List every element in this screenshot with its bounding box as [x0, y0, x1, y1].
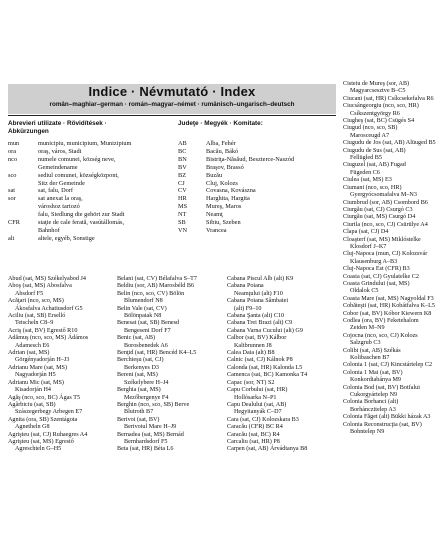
index-entry: Camenca (sat, BC) Kamonka T4 — [227, 372, 308, 379]
index-entry: Colonia Borhanci (alt) — [343, 399, 399, 406]
index-entry: Coasta Mare (sat, MS) Nagyoldal F3 — [343, 295, 434, 302]
index-entry: Abud (sat, MS) Székelyabod J4 — [8, 276, 86, 282]
index-entry-continuation: Neamţului (alt) F10 — [234, 290, 283, 297]
index-entry-continuation: Klosdorf J–K7 — [350, 243, 387, 250]
index-entry-continuation: Absdorf F5 — [15, 290, 44, 297]
index-entry-continuation: Kaltbrunnen J8 — [234, 342, 272, 349]
index-entry: Caracău (sat, BC) R4 — [227, 431, 280, 438]
index-entry: Benţid (sat, HR) Bencéd K4–L5 — [117, 350, 197, 357]
index-entry-continuation: Berivoiul Mare H–J9 — [124, 424, 177, 431]
index-entry: Adrian (sat, MS) — [8, 350, 50, 357]
abbreviation-row-code — [8, 164, 38, 172]
index-entry-continuation: Kolibaschen B7 — [350, 355, 390, 362]
index-entry: Agârbiciu (sat, SB) — [8, 401, 56, 408]
index-entry: Aciliu (sat, SB) Erselló — [8, 313, 66, 320]
index-entry: Cisteiu de Mureş (sor, AB) — [343, 81, 410, 87]
abbreviation-row-code: ora — [8, 147, 17, 155]
abbreviation-row — [8, 211, 170, 219]
index-entry: Cluj-Napoca Est (CFR) B3 — [343, 266, 410, 273]
index-entry: Colonia Bod (sat, BV) Botfalui — [343, 384, 420, 391]
abbreviation-row-code: CFR — [8, 219, 20, 227]
index-entry: Cabana Piscul Alb (alt) K9 — [227, 276, 294, 282]
index-entry: Belin Vale (sat, CV) — [117, 305, 167, 312]
index-entry-continuation: Borosbenedek A6 — [124, 342, 168, 349]
county-row-meaning: Vrancea — [206, 226, 227, 234]
county-row-meaning: Sibiu, Szeben — [206, 219, 241, 227]
index-entry: Ciulea (sat, MS) E3 — [343, 177, 392, 184]
index-entry: Ciurila (nco, sco, CJ) Csürülye A4 — [343, 221, 428, 228]
county-row-code: BV — [178, 163, 187, 171]
index-entry: Calbor (sat, BV) Kálbor — [227, 335, 287, 342]
county-row-code: CV — [178, 187, 187, 195]
index-entry: Colonia Făget (alt) Bükki házak A3 — [343, 414, 431, 421]
index-entry: Cabana Poiana — [227, 283, 264, 290]
index-entry: Ciugudu de Sus (sat, AB) — [343, 147, 406, 154]
county-row — [176, 219, 336, 227]
abbreviation-row-meaning: falu, Siedlung die gehört zur Stadt — [38, 211, 125, 219]
county-row — [176, 172, 336, 180]
abbreviation-row — [8, 219, 170, 227]
county-row-meaning: Bistriţa-Năsăud, Beszterce-Naszód — [206, 155, 295, 163]
index-entry-continuation: Fügeden C6 — [350, 169, 380, 176]
county-row-code: AB — [178, 140, 187, 147]
abbreviation-row-meaning: Sitz der Gemeinde — [38, 179, 85, 187]
index-entry: Ciuguzel (sat, AB) Fugad — [343, 162, 406, 169]
county-row-meaning: Braşov, Brassó — [206, 163, 244, 171]
index-entry-continuation: Gyergyócsomafalva M–N3 — [350, 192, 417, 199]
abbreviation-row-meaning: sat anexat la oraş, — [38, 195, 83, 203]
index-entry-continuation: Adamesch E6 — [15, 342, 50, 349]
abbreviation-row-meaning: sediul comunei, községközpont, — [38, 171, 119, 179]
index-column-1 — [8, 276, 114, 454]
index-entry-continuation: Ákosfalva Achatiusdorf G5 — [15, 305, 83, 312]
index-entry-continuation: Blumendorf N8 — [124, 298, 163, 305]
county-row-meaning: Buzău — [206, 171, 223, 179]
index-entry-continuation: Cukorgyártelep N9 — [350, 392, 398, 399]
index-entry: Acriş (sat, BV) Egrestő R10 — [8, 327, 78, 334]
county-row-code: CJ — [178, 179, 185, 187]
index-entry: Capu Dealului (sat, AB) — [227, 401, 287, 408]
index-entry-continuation: Marosceugd A7 — [350, 132, 390, 139]
index-entry: Coasta Grindului (sat, MS) — [343, 280, 410, 287]
index-entry: Capac (sor, NT) S2 — [227, 379, 275, 386]
index-entry: Colibi (sat, AB) Székás — [343, 347, 401, 354]
abbreviation-row-code: sat — [8, 187, 15, 195]
county-row — [176, 164, 336, 172]
index-entry-continuation: Zeiden M–N9 — [350, 325, 385, 332]
index-entry: Adămuş (nco, sco, MS) Ádámos — [8, 335, 89, 342]
index-entry: Carcaliu (sat, HR) P8 — [227, 438, 280, 445]
index-entry-continuation: Agnetheln G8 — [15, 424, 50, 431]
index-entry: Codlea (ora, BV) Feketehalom — [343, 318, 419, 324]
index-entry-continuation: Nagyadorján H5 — [15, 372, 56, 379]
abbreviations-list — [8, 140, 170, 243]
abbreviation-row — [8, 180, 170, 188]
abbreviation-row — [8, 235, 170, 243]
county-row-meaning: Bacău, Bákó — [206, 147, 239, 155]
county-row-meaning: Cluj, Kolozs — [206, 179, 238, 187]
index-entry-continuation: Salzgrub C3 — [350, 340, 381, 347]
index-entry: Belani (sat, CV) Bélafalva S–T7 — [117, 276, 197, 282]
index-entry: Adrianu Mare (sat, MS) — [8, 364, 68, 371]
abbreviation-row-code: sco — [8, 171, 17, 179]
abbreviation-row — [8, 156, 170, 164]
abbreviation-row-code — [8, 211, 38, 219]
abbreviation-row — [8, 148, 170, 156]
abbreviation-row-code — [8, 180, 38, 188]
index-entry-continuation: (alt) F9–10 — [234, 305, 262, 312]
index-entry: Beta (sat, HR) Béta L6 — [117, 446, 174, 453]
index-entry: Ciucani (sat, HR) Csíkcsekefalva R6 — [343, 95, 434, 102]
county-row — [176, 195, 336, 203]
index-entry: Ciucsângeorgiu (nco, sco, HR) — [343, 103, 419, 110]
abbreviation-row — [8, 195, 170, 203]
index-entry-continuation: Hegyitanyák C–D7 — [234, 409, 282, 416]
index-entry: Ciugheş (sat, BC) Csügés S4 — [343, 118, 415, 125]
abbreviation-row-meaning: Gemeindename — [38, 163, 78, 171]
index-entry-continuation: Magyarcsesztve B–C5 — [350, 88, 406, 95]
index-entry: Benic (sat, AB) — [117, 335, 156, 342]
abbreviation-row-meaning: altele, egyéb, Sonstige — [38, 234, 95, 242]
abbreviation-row — [8, 140, 170, 148]
index-entry: Ciugud (nco, sco, SB) — [343, 125, 398, 132]
county-row-meaning: Covasna, Kovászna — [206, 187, 256, 195]
county-row-code: VN — [178, 226, 188, 234]
index-entry: Belin (nco, sco, CV) Bölön — [117, 290, 185, 297]
county-row-meaning: Neamţ — [206, 211, 223, 219]
index-entry: Capu Corbului (sat, HR) — [227, 387, 288, 394]
county-row-code: MS — [178, 203, 188, 211]
index-column-4 — [343, 81, 439, 437]
county-row — [176, 156, 336, 164]
index-entry: Ciurgău (sat, CJ) Csurgó C3 — [343, 206, 413, 213]
county-row-code: NT — [178, 211, 187, 219]
index-entry: Berchieşu (sat, CJ) — [117, 357, 164, 364]
index-entry: Bernadea (sat, MS) Bernád — [117, 431, 184, 438]
county-row-meaning: Harghita, Hargita — [206, 195, 250, 203]
index-entry: Cloaşterf (sat, MS) Miklóstelke — [343, 236, 421, 243]
county-row — [176, 148, 336, 156]
county-row-meaning: Mureş, Maros — [206, 203, 242, 211]
abbreviations-title-line2: Abkürzungen — [8, 128, 49, 135]
abbreviation-row-meaning: staţie de cale ferată, vasútállomás, — [38, 219, 125, 227]
index-entry-continuation: Oldalok C5 — [350, 288, 379, 295]
index-entry: Agrişteu (sat, MS) Egrestő — [8, 438, 74, 445]
index-entry: Ciumbrud (sor, AB) Csombord B6 — [343, 199, 428, 206]
index-entry-continuation: Kisadorján H4 — [15, 387, 51, 394]
index-entry: Agnita (ora, SB) Szentágota — [8, 416, 78, 423]
index-entry: Aboş (sat, MS) Abosfalva — [8, 283, 72, 290]
index-entry: Coasta (sat, CJ) Gyulatelke C2 — [343, 273, 419, 280]
abbreviation-row-meaning: municipiu, municipium, Munizipium — [38, 140, 132, 147]
abbreviation-row-code: nco — [8, 155, 18, 163]
abbreviation-row — [8, 172, 170, 180]
index-column-2 — [117, 276, 225, 454]
index-entry: Benesat (sat, SB) Benesd — [117, 320, 180, 327]
index-entry: Clapa (sat, CJ) D4 — [343, 229, 389, 236]
abbreviation-row-meaning: numele comunei, község neve, — [38, 155, 116, 163]
index-entry-continuation: Hollósarka N–P1 — [234, 394, 277, 401]
county-row-code: BN — [178, 155, 187, 163]
abbreviation-row — [8, 187, 170, 195]
index-entry: Cobăteşti (sat, HR) Kobátfalva K–L5 — [343, 303, 435, 310]
county-row-code: SB — [178, 219, 186, 227]
index-entry-continuation: Fellügled B5 — [350, 155, 382, 162]
index-entry: Carpen (sat, AB) Árvádtanya B8 — [227, 446, 308, 453]
index-entry: Cabana Trei Brazi (alt) C9 — [227, 320, 293, 327]
abbreviation-row-code: alt — [8, 234, 15, 242]
index-entry: Agrişteu (sat, CJ) Ruhaegres A4 — [8, 431, 88, 438]
counties-list — [176, 140, 336, 235]
index-header-band — [8, 84, 336, 114]
index-entry-continuation: Bengeseni Dorf F7 — [124, 327, 171, 334]
index-entry: Colonia 1 (sat, CJ) Kincstártelep C2 — [343, 362, 433, 369]
county-row-code: HR — [178, 195, 187, 203]
index-entry: Berivoi (sat, BV) — [117, 416, 160, 423]
index-entry: Adrianu Mic (sat, MS) — [8, 379, 64, 386]
abbreviations-title-line1: Abrevieri utilizate · Rövidítések · — [8, 120, 107, 127]
index-entry-continuation: Klausenburg A–B3 — [350, 258, 398, 265]
county-row — [176, 203, 336, 211]
abbreviation-row-meaning: oraş, város, Stadt — [38, 147, 82, 155]
county-row — [176, 187, 336, 195]
header-divider — [8, 115, 336, 116]
county-row — [176, 227, 336, 235]
county-row — [176, 180, 336, 188]
abbreviation-row-meaning: sat, falu, Dorf — [38, 187, 73, 195]
index-entry: Cojocna (nco, sco, CJ) Kolozs — [343, 332, 418, 339]
index-entry: Caracău (CFR) BC R4 — [227, 424, 283, 431]
index-entry: Colonia 1 Mai (sat, BV) — [343, 369, 403, 376]
index-entry: Calonda (sat, HR) Kalonda L5 — [227, 364, 303, 371]
index-entry: Berghia (sat, MS) — [117, 387, 161, 394]
index-entry: Cobor (sat, BV) Kóbor Kiewern K8 — [343, 310, 432, 317]
index-entry: Berghin (nco, sco, SB) Berve — [117, 401, 190, 408]
abbreviation-row — [8, 203, 170, 211]
index-entry: Agăş (nco, sco, BC) Ágas T5 — [8, 394, 81, 401]
index-entry-continuation: Bohntelep N9 — [350, 429, 385, 436]
index-entry: Cabana Poiana Sâmbatei — [227, 298, 289, 305]
index-entry-continuation: Agreschteln G–H5 — [15, 446, 62, 453]
index-entry: Cabana Varna Cucului (alt) G9 — [227, 327, 303, 334]
index-title: Indice · Névmutató · Index — [88, 84, 256, 99]
index-entry: Acăţari (nco, sco, MS) — [8, 298, 64, 305]
index-entry: Calea Daia (alt) B8 — [227, 350, 275, 357]
index-entry-continuation: Blutroth B7 — [124, 409, 154, 416]
index-entry-continuation: Csíkszentgyörgy R6 — [350, 110, 400, 117]
abbreviation-row-code — [8, 227, 38, 235]
abbreviation-row — [8, 164, 170, 172]
county-row-code: BZ — [178, 171, 187, 179]
index-entry: Calnic (sat, CJ) Kálnok P8 — [227, 357, 293, 364]
index-entry: Ciumani (nco, sco, HR) — [343, 184, 402, 191]
abbreviation-row-code: mun — [8, 140, 20, 147]
index-entry-continuation: Görgényadorján H–J3 — [15, 357, 70, 364]
index-entry-continuation: Tetscheln C8–9 — [15, 320, 54, 327]
abbreviation-row-meaning: Bahnhof — [38, 226, 60, 234]
abbreviation-row — [8, 227, 170, 235]
index-entry: Bereni (sat, MS) — [117, 372, 158, 379]
abbreviations-title — [8, 120, 107, 136]
index-column-3 — [227, 276, 335, 454]
index-entry: Beldiu (sor, AB) Marosbéld B6 — [117, 283, 195, 290]
index-entry: Cabana Şanta (alt) C10 — [227, 313, 285, 320]
index-entry-continuation: Konkordiabánya M9 — [350, 377, 401, 384]
index-entry: Cara (sat, CJ) Kolozskara B3 — [227, 416, 299, 423]
index-entry-continuation: Bölönpatak N8 — [124, 313, 162, 320]
index-entry: Ciurgău (sat, MS) Csurgó D4 — [343, 214, 416, 221]
index-entry-continuation: Mezőbergenye F4 — [124, 394, 169, 401]
index-entry: Ciugudu de Jos (sat, AB) Alüuged B5 — [343, 140, 436, 147]
index-entry-continuation: Bernhardsdorf F5 — [124, 438, 168, 445]
index-subtitle: român–maghiar–german · román–magyar–német · rumänisch–ungarisch–deutsch — [49, 101, 295, 108]
index-entry: Colonia Reconstrucţia (sat, BV) — [343, 421, 422, 428]
index-entry-continuation: Szászegerbegy Arbegen E7 — [15, 409, 83, 416]
counties-title: Judeţe · Megyék · Komitate: — [178, 120, 263, 127]
index-entry-continuation: Borhánczitelep A3 — [350, 406, 396, 413]
index-entry-continuation: Székelybere H–J4 — [124, 379, 169, 386]
abbreviation-row-code: sor — [8, 195, 16, 203]
index-entry-continuation: Berkenyes D3 — [124, 364, 159, 371]
county-row-code: BC — [178, 147, 187, 155]
abbreviation-row-meaning: városhoz tartozó — [38, 203, 80, 211]
index-entry: Cluj-Napoca (mun, CJ) Kolozsvár — [343, 251, 428, 258]
abbreviation-row-code — [8, 203, 38, 211]
county-row — [176, 211, 336, 219]
county-row-meaning: Alba, Fehér — [206, 140, 236, 147]
county-row — [176, 140, 336, 148]
